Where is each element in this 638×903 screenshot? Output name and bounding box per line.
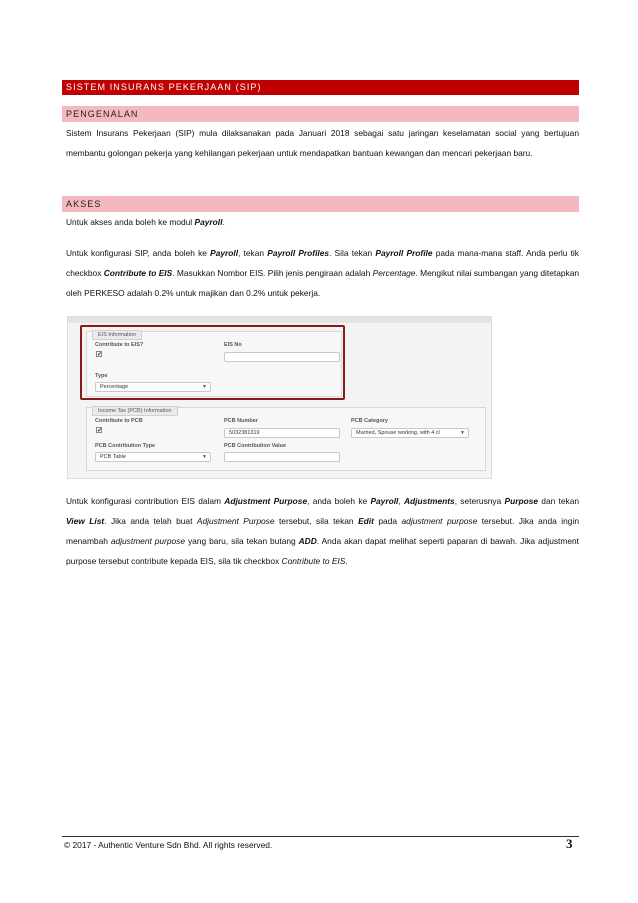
type-label: Type [95, 373, 108, 379]
contribute-to-pcb-label: Contribute to PCB [95, 418, 143, 424]
footer-copyright: © 2017 - Authentic Venture Sdn Bhd. All rights reserved. [64, 840, 273, 850]
chevron-down-icon: ▼ [202, 384, 207, 390]
page-number: 3 [566, 836, 573, 851]
chevron-down-icon: ▼ [460, 430, 465, 436]
type-select-value: Percentage [100, 384, 129, 390]
pcb-contribution-value-label: PCB Contribution Value [224, 443, 287, 449]
pcb-category-select[interactable] [351, 428, 469, 438]
intro-paragraph: Sistem Insurans Pekerjaan (SIP) mula dilaksanakan pada Januari 2018 sebagai satu jaringan keselamatan social yang bertujuan membantu golongan pekerja yang kehilangan pekerjaan untuk mendapatkan bantuan kewangan dan mencari pekerjaan baru. [66, 128, 579, 158]
contribute-to-pcb-checkbox[interactable]: ✔ [97, 428, 103, 434]
pcb-contribution-type-value: PCB Table [100, 454, 126, 460]
contribute-to-eis-checkbox[interactable]: ✔ [97, 352, 103, 358]
income-tax-pcb-fieldset [86, 407, 486, 471]
pcb-number-label: PCB Number [224, 418, 258, 424]
access-paragraph-2: Untuk konfigurasi SIP, anda boleh ke Payroll, tekan Payroll Profiles. Sila tekan Payroll Profile pada mana-mana staff. Anda perlu tik checkbox Contribute to EIS. Masukkan Nombor EIS. Pilih jenis pengiraan adalah Percentage. Mengikut nilai sumbangan yang ditetapkan oleh PERKESO adalah 0.2% untuk majikan dan 0.2% untuk pekerja. [66, 248, 580, 298]
screenshot-top-strip [68, 317, 491, 323]
eis-no-label: EIS No [224, 342, 242, 348]
section-heading-pengenalan: PENGENALAN [62, 106, 579, 122]
pcb-contribution-value-input[interactable] [224, 452, 340, 462]
pcb-category-label: PCB Category [351, 418, 388, 424]
chevron-down-icon: ▼ [202, 454, 207, 460]
payroll-profile-screenshot [67, 316, 492, 479]
footer-rule [62, 836, 579, 837]
section-heading-akses: AKSES [62, 196, 579, 212]
document-title: SISTEM INSURANS PEKERJAAN (SIP) [62, 80, 579, 95]
income-tax-pcb-legend: Income Tax (PCB) Information [92, 406, 178, 416]
highlight-box [80, 325, 345, 400]
access-paragraph-3: Untuk konfigurasi contribution EIS dalam Adjustment Purpose, anda boleh ke Payroll, Adjustments, seterusnya Purpose dan tekan View List. Jika anda telah buat Adjustment Purpose tersebut, sila tekan Edit pada adjustment purpose tersebut. Jika anda ingin menambah adjustment purpose yang baru, sila tekan butang ADD. Anda akan dapat melihat seperti paparan di bawah. Jika adjustment purpose tersebut contribute kepada EIS, sila tik checkbox Contribute to EIS. [66, 496, 580, 566]
eis-information-legend: EIS Information [92, 330, 142, 340]
pcb-contribution-type-label: PCB Contribution Type [95, 443, 156, 449]
access-paragraph-1: Untuk akses anda boleh ke modul Payroll. [66, 217, 225, 227]
pcb-category-value: Married, Spouse working, with 4 cl [356, 430, 440, 436]
pcb-contribution-type-select[interactable] [95, 452, 211, 462]
pcb-number-input[interactable]: 5032381319 [224, 428, 340, 438]
contribute-to-eis-label: Contribute to EIS? [95, 342, 144, 348]
